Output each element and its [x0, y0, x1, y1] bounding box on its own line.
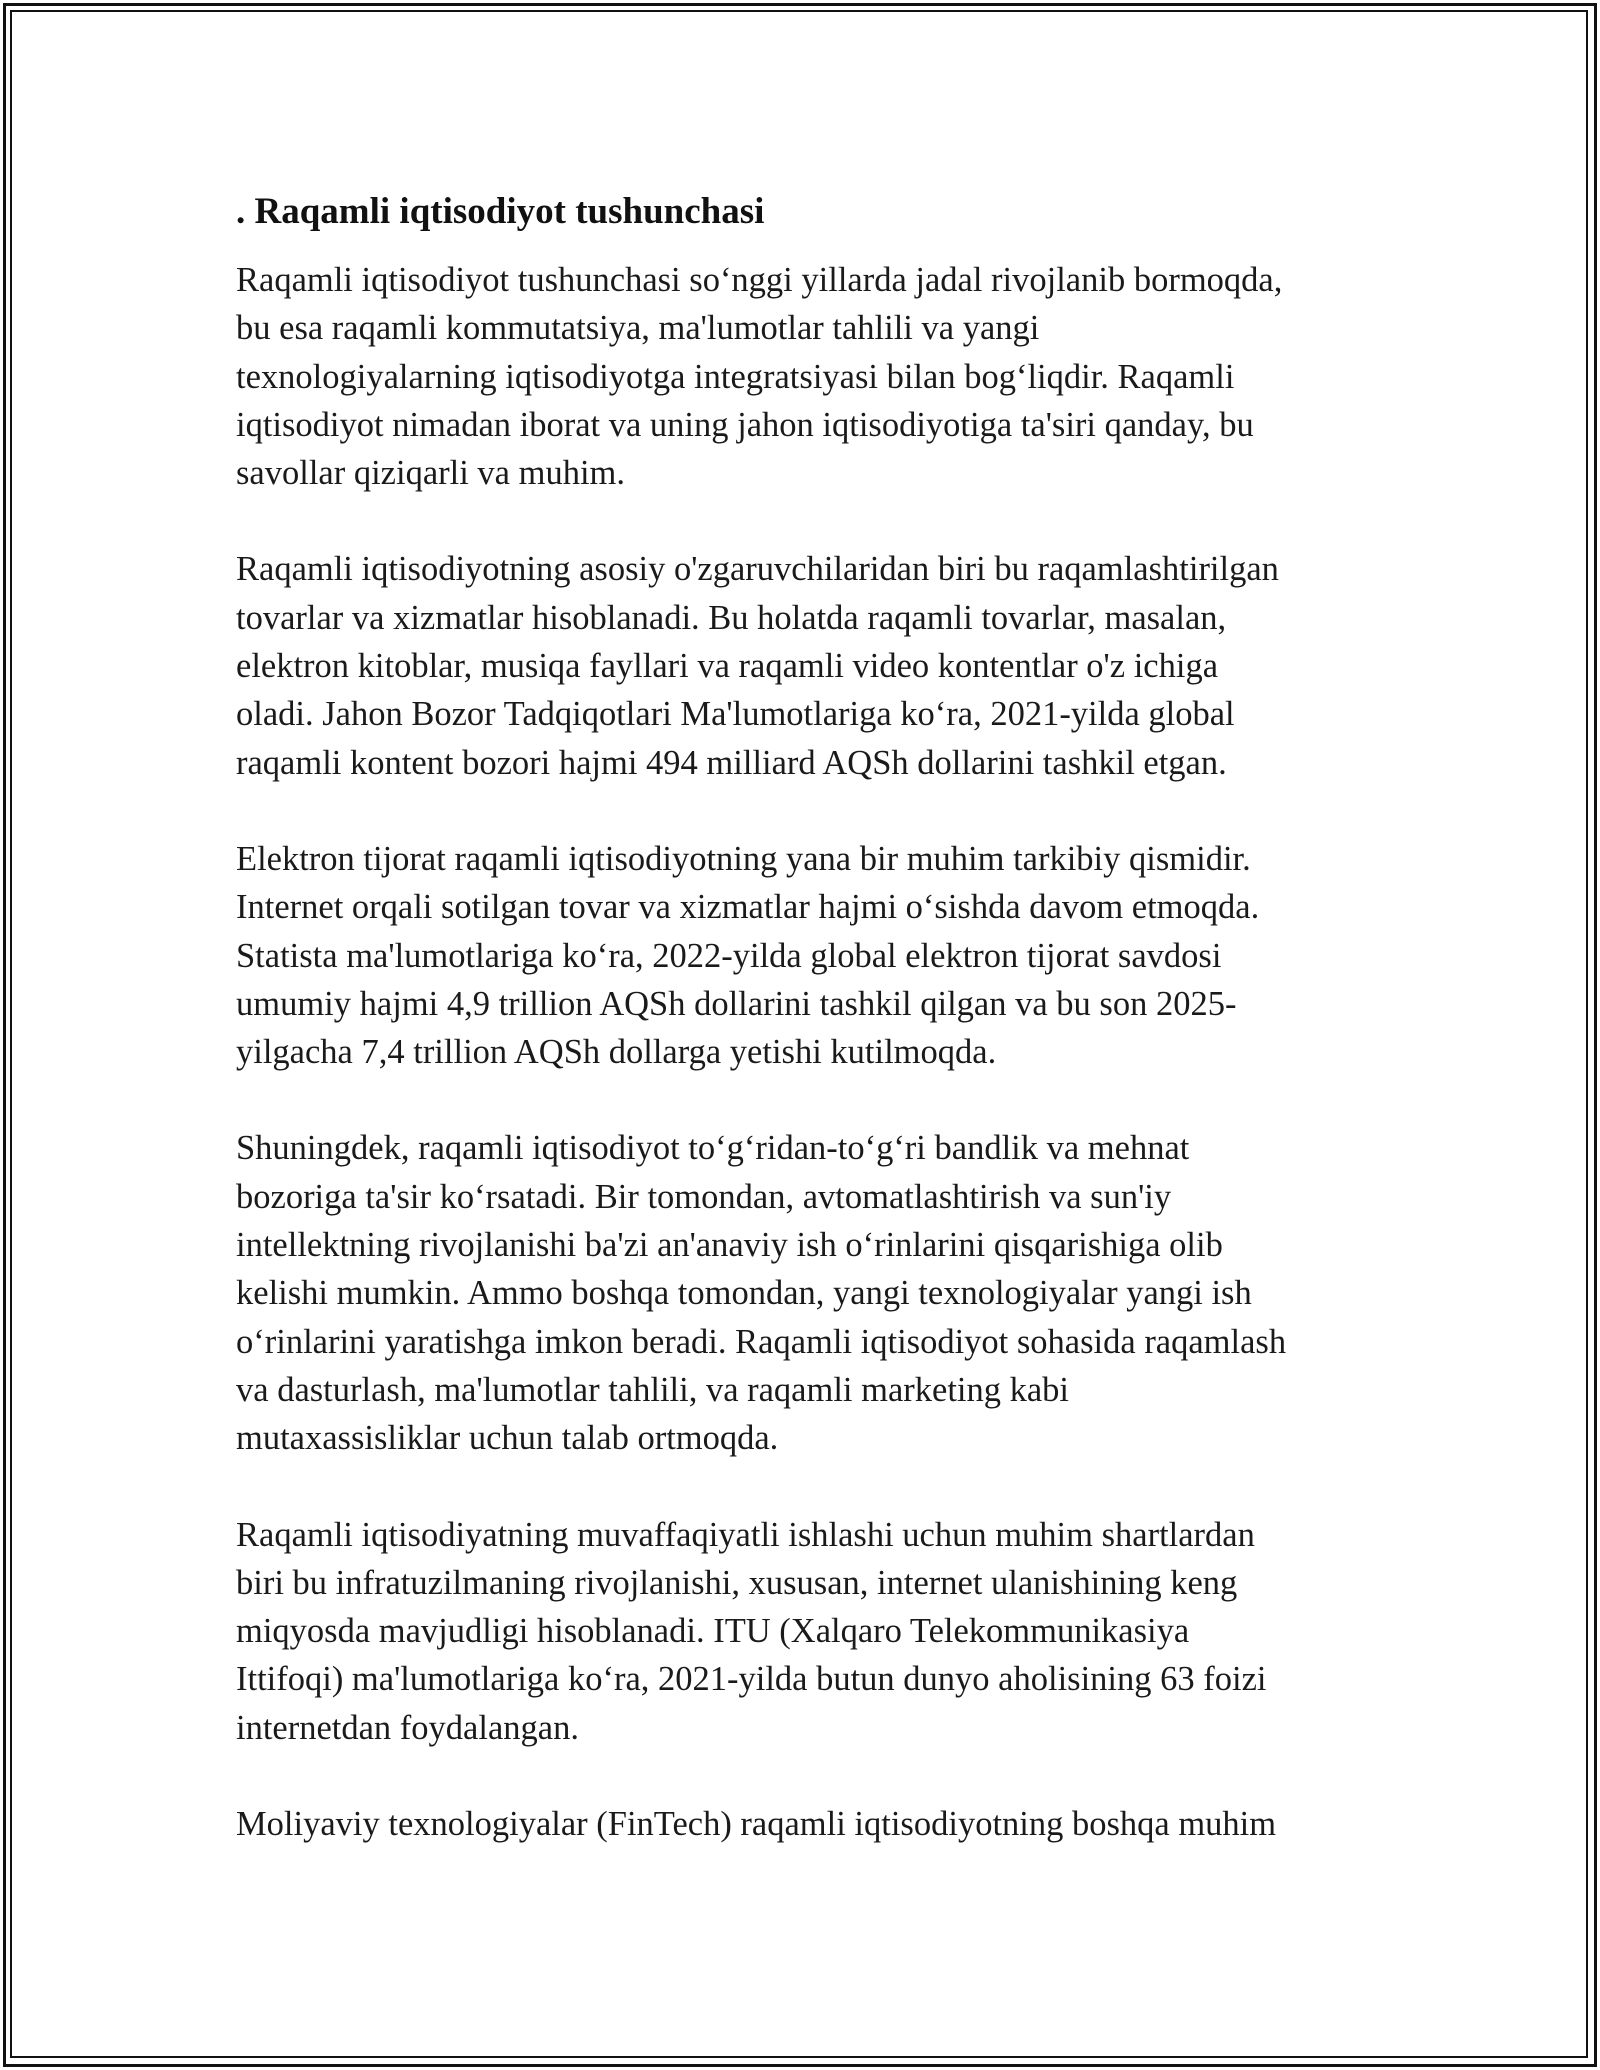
- paragraph-line: Raqamli iqtisodiyatning muvaffaqiyatli ishlashi uchun muhim shartlardan: [236, 1515, 1255, 1554]
- paragraph-line: raqamli kontent bozori hajmi 494 milliard AQSh dollarini tashkil etgan.: [236, 743, 1227, 782]
- paragraph-line: bozoriga ta'sir ko‘rsatadi. Bir tomondan, avtomatlashtirish va sun'iy: [236, 1177, 1172, 1216]
- paragraph-line: mutaxassisliklar uchun talab ortmoqda.: [236, 1419, 779, 1458]
- paragraph-line: Internet orqali sotilgan tovar va xizmatlar hajmi o‘sishda davom etmoqda.: [236, 888, 1260, 927]
- paragraph-line: Moliyaviy texnologiyalar (FinTech) raqamli iqtisodiyotning boshqa muhim: [236, 1805, 1277, 1844]
- document-body: [236, 186, 1376, 1896]
- paragraph-line: savollar qiziqarli va muhim.: [236, 454, 625, 493]
- paragraph-line: va dasturlash, ma'lumotlar tahlili, va raqamli marketing kabi: [236, 1370, 1070, 1409]
- paragraph-2: [236, 545, 1376, 786]
- paragraph-4: [236, 1124, 1376, 1462]
- paragraph-line: Elektron tijorat raqamli iqtisodiyotning yana bir muhim tarkibiy qismidir.: [236, 839, 1251, 878]
- paragraph-line: Shuningdek, raqamli iqtisodiyot to‘g‘ridan-to‘g‘ri bandlik va mehnat: [236, 1129, 1190, 1168]
- paragraph-3: [236, 835, 1376, 1076]
- paragraph-line: iqtisodiyot nimadan iborat va uning jahon iqtisodiyotiga ta'siri qanday, bu: [236, 405, 1254, 444]
- paragraph-line: biri bu infratuzilmaning rivojlanishi, xususan, internet ulanishining keng: [236, 1563, 1238, 1602]
- paragraph-line: Ittifoqi) ma'lumotlariga ko‘ra, 2021-yilda butun dunyo aholisining 63 foizi: [236, 1660, 1267, 1699]
- paragraph-line: yilgacha 7,4 trillion AQSh dollarga yetishi kutilmoqda.: [236, 1033, 997, 1072]
- paragraph-line: texnologiyalarning iqtisodiyotga integratsiyasi bilan bog‘liqdir. Raqamli: [236, 357, 1235, 396]
- paragraph-line: intellektning rivojlanishi ba'zi an'anaviy ish o‘rinlarini qisqarishiga olib: [236, 1226, 1223, 1265]
- paragraph-5: [236, 1511, 1376, 1752]
- paragraph-1: [236, 256, 1376, 497]
- paragraph-line: elektron kitoblar, musiqa fayllari va raqamli video kontentlar o'z ichiga: [236, 647, 1219, 686]
- paragraph-line: tovarlar va xizmatlar hisoblanadi. Bu holatda raqamli tovarlar, masalan,: [236, 598, 1227, 637]
- paragraph-line: oladi. Jahon Bozor Tadqiqotlari Ma'lumotlariga ko‘ra, 2021-yilda global: [236, 695, 1235, 734]
- paragraph-line: miqyosda mavjudligi hisoblanadi. ITU (Xalqaro Telekommunikasiya: [236, 1612, 1190, 1651]
- paragraph-6: [236, 1800, 1376, 1848]
- paragraph-line: Statista ma'lumotlariga ko‘ra, 2022-yilda global elektron tijorat savdosi: [236, 936, 1222, 975]
- paragraph-line: internetdan foydalangan.: [236, 1708, 579, 1747]
- paragraph-line: kelishi mumkin. Ammo boshqa tomondan, yangi texnologiyalar yangi ish: [236, 1274, 1252, 1313]
- paragraph-line: Raqamli iqtisodiyotning asosiy o'zgaruvchilaridan biri bu raqamlashtirilgan: [236, 550, 1279, 589]
- paragraph-line: umumiy hajmi 4,9 trillion AQSh dollarini tashkil qilgan va bu son 2025-: [236, 984, 1237, 1023]
- paragraph-line: o‘rinlarini yaratishga imkon beradi. Raqamli iqtisodiyot sohasida raqamlash: [236, 1322, 1287, 1361]
- paragraph-line: Raqamli iqtisodiyot tushunchasi so‘nggi yillarda jadal rivojlanib bormoqda,: [236, 261, 1283, 299]
- section-heading: . Raqamli iqtisodiyot tushunchasi: [236, 191, 765, 232]
- paragraph-line: bu esa raqamli kommutatsiya, ma'lumotlar tahlili va yangi: [236, 309, 1040, 348]
